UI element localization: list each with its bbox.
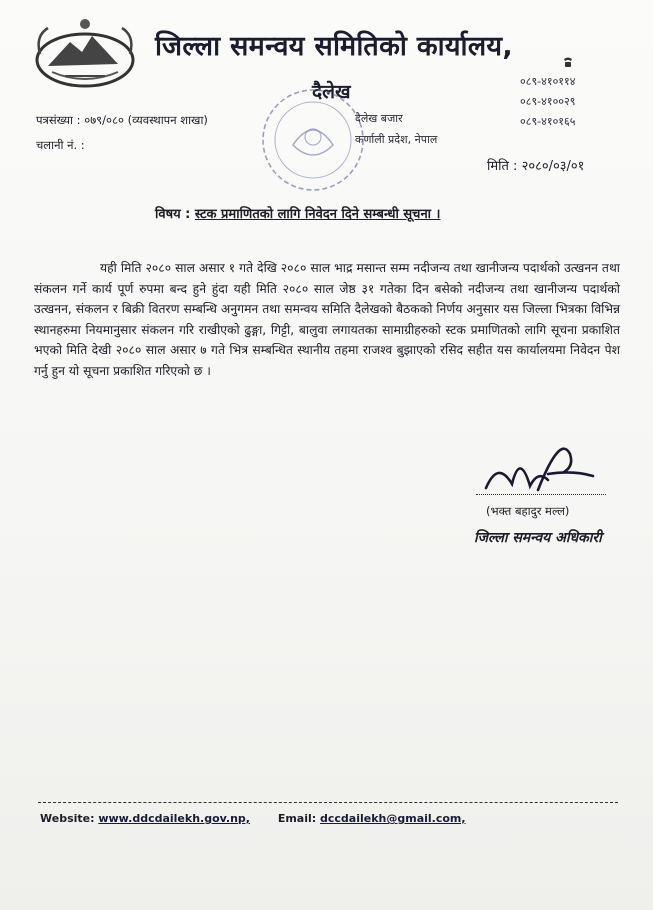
reference-number: पत्रसंख्या : ०७९/०८० (व्यवस्थापन शाखा) — [36, 113, 208, 127]
letter-date: मिति : २०८०/०३/०१ — [487, 159, 585, 174]
footer-divider — [38, 802, 618, 803]
office-title: जिल्ला समन्वय समितिको कार्यालय, — [155, 31, 513, 62]
signatory-title: जिल्ला समन्वय अधिकारी — [474, 530, 602, 546]
subject-prefix: विषय : — [155, 207, 191, 222]
address-line: दैलेख बजार — [355, 112, 403, 125]
signature-icon — [478, 440, 598, 500]
phone-icon — [562, 56, 574, 68]
phone-number: ०८९-४१०११४ — [520, 75, 576, 88]
footer — [40, 812, 466, 825]
phone-number: ०८९-४१०१६५ — [520, 115, 576, 128]
phone-list — [520, 72, 575, 132]
notice-body: यही मिति २०८० साल असार १ गते देखि २०८० साल भाद्र मसान्त सम्म नदीजन्य तथा खानीजन्य पदार्थको उत्खनन तथा संकलन गर्ने कार्य पूर्ण रुपमा बन्द हुने हुंदा यही मिति २०८० साल जेष्ठ ३१ गतेका दिन बसेको नदीजन्य तथा खानीजन्य पदार्थको उत्खनन, संकलन र बिक्री वितरण सम्बन्धि अनुगमन तथा समन्वय समिति दैलेखको बैठकको निर्णय अनुसार यस जिल्ला भित्रका विभिन्न स्थानहरुमा नियमानुसार संकलन गरि राखीएको ढुङ्गा, गिट्टी, बालुवा लगायतका सामाग्रीहरुको स्टक प्रमाणितको लागि सूचना प्रकाशित भएको मिति देखी २०८० साल असार ७ गते भित्र सम्बन्धित स्थानीय तहमा राजश्व बुझाएको रसिद सहीत यस कार्यालयमा निवेदन पेश गर्नु हुन यो सूचना प्रकाशित गरिएको छ । — [34, 261, 620, 378]
email-link[interactable]: dccdailekh@gmail.com, — [320, 812, 466, 825]
address-line: कर्णाली प्रदेश, नेपाल — [355, 133, 438, 146]
signature-line — [476, 494, 606, 495]
subject-line — [155, 204, 440, 222]
nepal-emblem-icon — [30, 14, 140, 94]
district-name: दैलेख — [312, 81, 351, 103]
website-label: Website: — [40, 812, 95, 825]
email-label: Email: — [277, 812, 317, 825]
website-link[interactable]: www.ddcdailekh.gov.np, — [98, 812, 250, 825]
subject-text: स्टक प्रमाणितको लागि निवेदन दिने सम्बन्धी सूचना । — [194, 207, 441, 222]
signatory-name: (भक्त बहादुर मल्ल) — [486, 504, 570, 518]
office-stamp-icon — [258, 85, 368, 195]
dispatch-number: चलानी नं. : — [36, 138, 85, 152]
phone-number: ०८९-४१००२९ — [520, 95, 576, 108]
